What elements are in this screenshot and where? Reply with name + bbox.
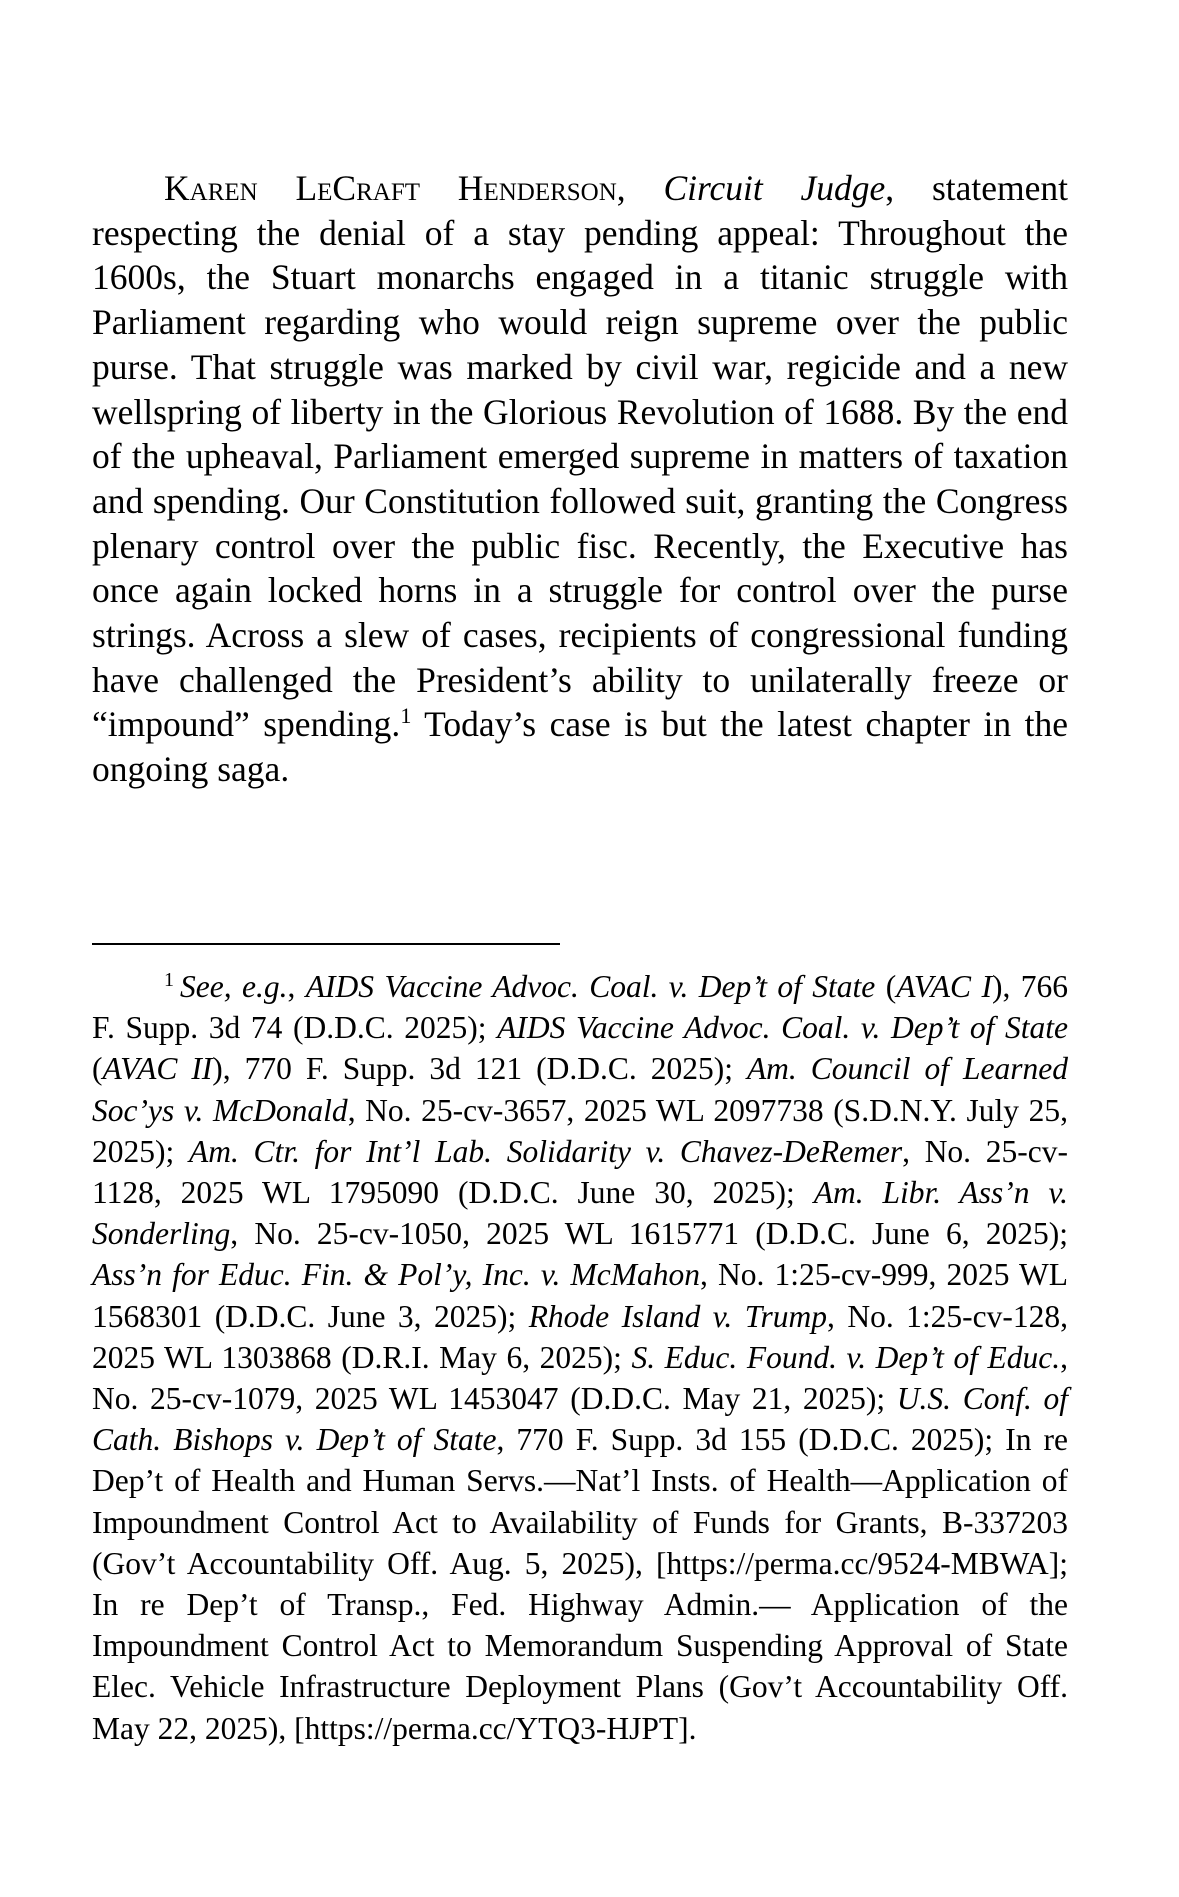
case-name: Rhode Island v. Trump bbox=[528, 1298, 828, 1334]
citation-text: , No. 25-cv-1050, 2025 WL 1615771 (D.D.C. June 6, 2025); bbox=[230, 1216, 1068, 1252]
case-name: See, e.g. bbox=[180, 969, 288, 1004]
citation-text: ]. bbox=[678, 1710, 697, 1746]
citation-text: , No. 25-cv-1079, 2025 WL 1453047 (D.D.C. May 21, 2025); bbox=[92, 1339, 1068, 1417]
citation-text: , bbox=[287, 969, 306, 1004]
citation-text: ( bbox=[875, 969, 897, 1004]
case-name: Am. Libr. Ass’n v. Sonderling bbox=[92, 1175, 1068, 1252]
case-name: AVAC I bbox=[896, 969, 992, 1004]
case-name: Am. Ctr. for Int’l Lab. Solidarity v. Chavez-DeRemer bbox=[188, 1133, 903, 1169]
footnote-1 bbox=[92, 966, 1068, 1749]
author-separator: , bbox=[616, 168, 664, 208]
footnote-reference[interactable]: 1 bbox=[400, 703, 412, 729]
author-name: Karen LeCraft Henderson bbox=[164, 168, 617, 208]
opinion-text: Throughout the 1600s, the Stuart monarchs engaged in a titanic struggle with Parliament regarding who would reign supreme over the public purse. That struggle was marked by civil war, regicide and a new wellspring of liberty in the Glorious Revolution of 1688. By the end of the upheaval, Parliament emerged supreme in matters of taxation and spending. Our Constitution followed suit, granting the Congress plenary control over the public fisc. Recently, the Executive has once again locked horns in a struggle for control over the purse strings. Across a slew of cases, recipients of congressional funding have challenged the President’s ability to unilaterally freeze or “impound” spending. bbox=[92, 212, 1068, 745]
footnote-divider bbox=[92, 943, 560, 945]
case-name: AVAC II bbox=[102, 1051, 213, 1087]
case-name: U.S. Conf. of Cath. Bishops v. Dep’t of State bbox=[92, 1381, 1069, 1458]
case-name: Am. Council of Learned Soc’ys v. McDonald bbox=[92, 1051, 1068, 1128]
opinion-paragraph bbox=[92, 166, 1068, 792]
citation-text: , No. 25-cv-3657, 2025 WL 2097738 (S.D.N.Y. July 25, 2025); bbox=[92, 1092, 1068, 1169]
case-name: S. Educ. Found. v. Dep’t of Educ. bbox=[631, 1339, 1061, 1375]
citation-text: ( bbox=[92, 1051, 103, 1087]
opinion-text-closing: Today’s case is but the latest chapter in the ongoing saga. bbox=[92, 704, 1068, 790]
citation-text: ), 770 F. Supp. 3d 121 (D.D.C. 2025); bbox=[212, 1051, 747, 1087]
case-name: Ass’n for Educ. Fin. & Pol’y, Inc. v. McMahon bbox=[92, 1257, 700, 1293]
citation-link[interactable]: https://perma.cc/YTQ3-HJPT bbox=[304, 1710, 679, 1746]
citation-text: , No. 1:25-cv-128, 2025 WL 1303868 (D.R.I. May 6, 2025); bbox=[92, 1298, 1069, 1375]
author-title: Circuit Judge bbox=[663, 168, 886, 208]
citation-text: , No. 25-cv-1128, 2025 WL 1795090 (D.D.C. June 30, 2025); bbox=[92, 1133, 1068, 1211]
case-name: AIDS Vaccine Advoc. Coal. v. Dep’t of State bbox=[497, 1010, 1068, 1046]
citation-link[interactable]: https://perma.cc/9524-MBWA bbox=[666, 1545, 1049, 1581]
case-name: AIDS Vaccine Advoc. Coal. v. Dep’t of State bbox=[305, 969, 876, 1004]
footnote-number: 1 bbox=[164, 968, 174, 991]
citation-text: , No. 1:25-cv-999, 2025 WL 1568301 (D.D.C. June 3, 2025); bbox=[92, 1257, 1068, 1334]
statement-intro: , statement respecting the denial of a stay pending appeal: bbox=[92, 168, 1068, 253]
citation-text: ), 766 F. Supp. 3d 74 (D.D.C. 2025); bbox=[92, 969, 1069, 1046]
citation-text: , 770 F. Supp. 3d 155 (D.D.C. 2025); In re Dep’t of Health and Human Servs.—Nat’l Insts. of Health—Application of Impoundment Control Act to Availability of Funds for Grants, B-337203 (Gov’t Accountability Off. Aug. 5, 2025), [ bbox=[92, 1422, 1068, 1581]
citation-text: ]; In re Dep’t of Transp., Fed. Highway Admin.— Application of the Impoundment Control Act to Memorandum Suspending Approval of State Elec. Vehicle Infrastructure Deployment Plans (Gov’t Accountability Off. May 22, 2025), [ bbox=[92, 1545, 1068, 1746]
